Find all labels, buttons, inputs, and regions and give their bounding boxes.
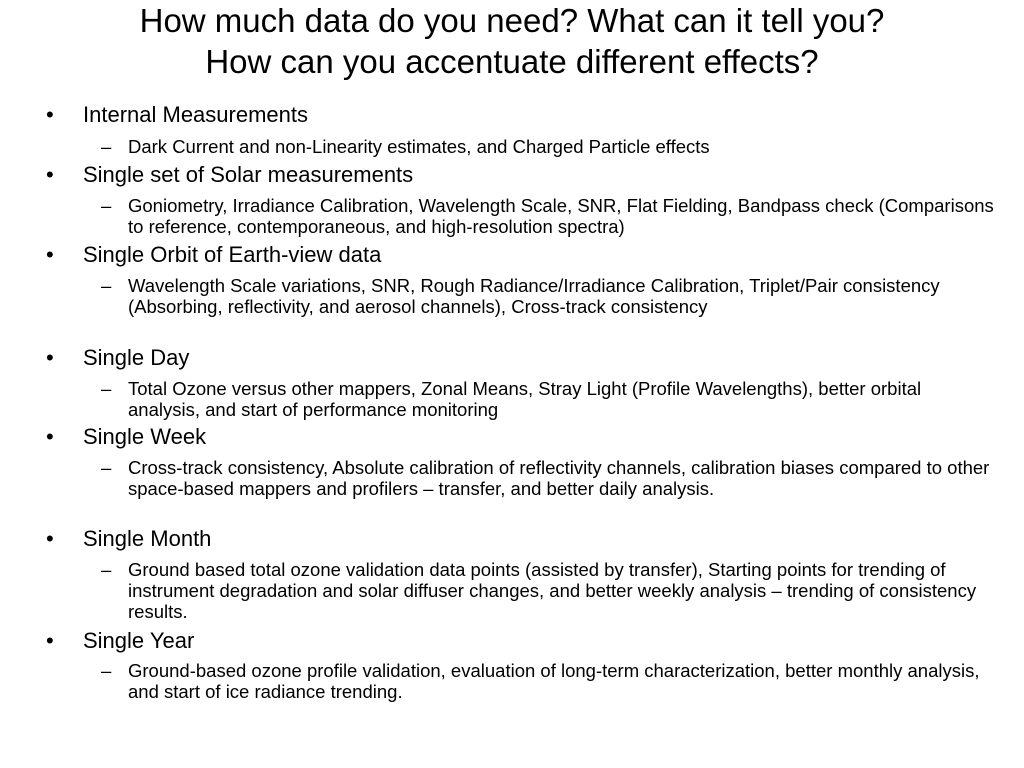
dash-icon: –: [101, 378, 112, 399]
bullet-icon: •: [46, 424, 54, 449]
bullet-icon: •: [46, 162, 54, 187]
title-line-2: How can you accentuate different effects?: [205, 43, 819, 80]
sub-bullet-text: Total Ozone versus other mappers, Zonal Means, Stray Light (Profile Wavelengths), better orbital analysis, and start of performance monitoring: [128, 378, 922, 420]
sub-bullet-text: Dark Current and non-Linearity estimates, and Charged Particle effects: [128, 136, 710, 157]
bullet-label: Single Orbit of Earth-view data: [83, 242, 382, 267]
dash-icon: –: [101, 457, 112, 478]
dash-icon: –: [101, 136, 112, 157]
bullet-icon: •: [46, 242, 54, 267]
sub-bullet-text: Cross-track consistency, Absolute calibration of reflectivity channels, calibration biases compared to other space-based mappers and profilers – transfer, and better daily analysis.: [128, 457, 990, 499]
dash-icon: –: [101, 195, 112, 216]
bullet-icon: •: [46, 526, 54, 551]
bullet-label: Single Day: [83, 345, 190, 370]
bullet-icon: •: [46, 102, 54, 127]
bullet-icon: •: [46, 628, 54, 653]
dash-icon: –: [101, 559, 112, 580]
sub-bullet-text: Ground based total ozone validation data points (assisted by transfer), Starting points for trending of instrument degradation and solar diffuser changes, and better weekly analysis – trending of consistency results.: [128, 559, 977, 622]
bullet-label: Single Year: [83, 628, 195, 653]
sub-bullet-text: Ground-based ozone profile validation, evaluation of long-term characterization, better monthly analysis, and start of ice radiance trending.: [128, 660, 980, 702]
dash-icon: –: [101, 275, 112, 296]
bullet-label: Single set of Solar measurements: [83, 162, 414, 187]
sub-bullet-text: Goniometry, Irradiance Calibration, Wavelength Scale, SNR, Flat Fielding, Bandpass check (Comparisons to reference, contemporaneous, and high-resolution spectra): [128, 195, 994, 237]
sub-bullet-text: Wavelength Scale variations, SNR, Rough Radiance/Irradiance Calibration, Triplet/Pair consistency (Absorbing, reflectivity, and aerosol channels), Cross-track consistency: [128, 275, 940, 317]
bullet-label: Single Week: [83, 424, 207, 449]
bullet-icon: •: [46, 345, 54, 370]
title-line-1: How much data do you need? What can it tell you?: [139, 2, 885, 39]
bullet-label: Single Month: [83, 526, 212, 551]
dash-icon: –: [101, 660, 112, 681]
bullet-label: Internal Measurements: [83, 102, 308, 127]
